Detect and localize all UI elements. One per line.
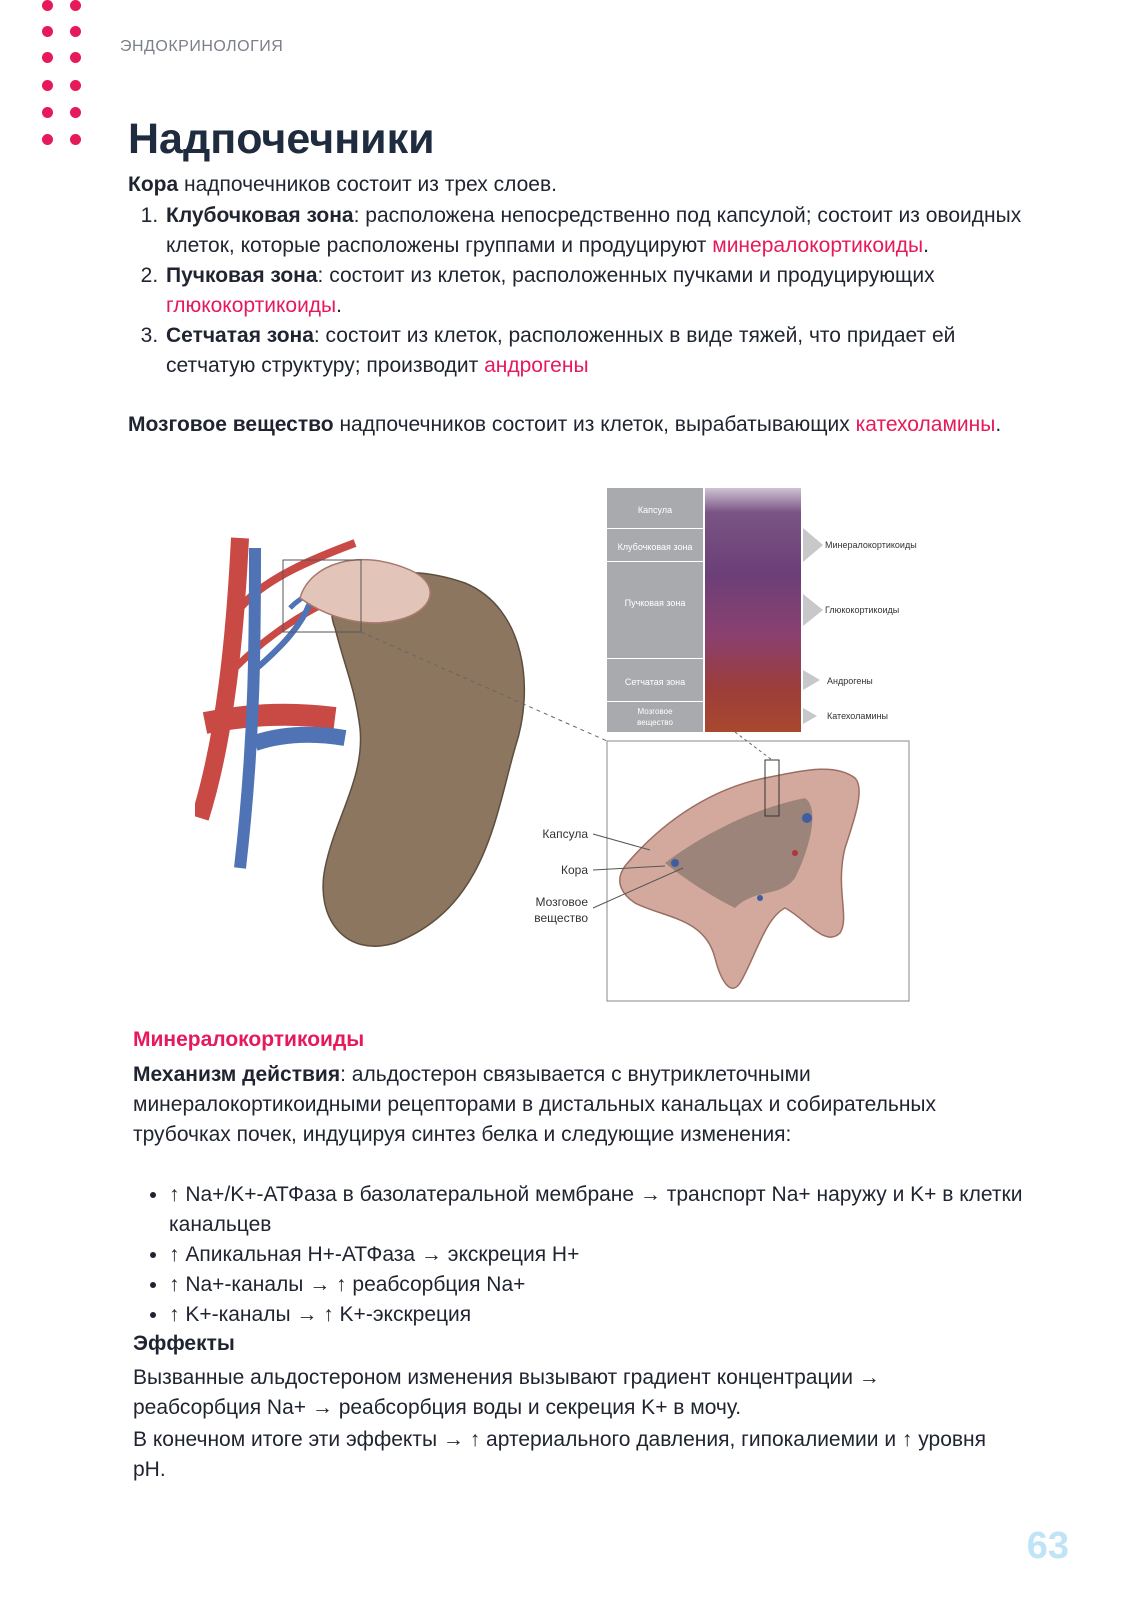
zone-name: Сетчатая зона <box>166 324 314 347</box>
intro-paragraph <box>128 170 1028 200</box>
hormone-highlight: минералокортикоиды <box>712 234 924 257</box>
adrenal-illustration <box>195 488 955 1008</box>
zone-label: Клубочковая зона <box>617 542 693 552</box>
zone-label: вещество <box>637 718 673 727</box>
zone-label: Капсула <box>637 505 673 515</box>
zone-end: . <box>336 294 342 317</box>
section-label: вещество <box>534 911 588 925</box>
medulla-text: надпочечников состоит из клеток, вырабатывающих <box>333 413 856 436</box>
list-item: • ↑ Апикальная H+-АТФаза → экскреция H+ <box>169 1240 1029 1270</box>
zone-end: . <box>923 234 929 257</box>
zone-label: Сетчатая зона <box>624 677 686 687</box>
hormone-highlight: андрогены <box>484 354 589 377</box>
section-label: Капсула <box>542 827 588 841</box>
page-title: Надпочечники <box>128 115 435 163</box>
hormone-arrows <box>803 528 823 724</box>
hormone-label: Катехоламины <box>827 711 888 721</box>
section-label: ЭНДОКРИНОЛОГИЯ <box>120 38 284 55</box>
list-item <box>164 201 1044 261</box>
medulla-paragraph <box>128 410 1028 440</box>
medulla-end: . <box>995 413 1002 436</box>
list-item: • ↑ Na+-каналы → ↑ реабсорбция Na+ <box>169 1270 1029 1300</box>
mechanism-text: : альдостерон связывается с внутриклеточными минералокортикоидными рецепторами в дистальных канальцах и собирательных трубочках почек, индуцируя синтез белка и следующие изменения: <box>133 1063 937 1146</box>
zone-name: Пучковая зона <box>166 264 318 287</box>
histology-image <box>705 488 801 732</box>
kidney <box>323 572 524 946</box>
zone-label: Мозговое <box>637 707 673 716</box>
list-item <box>164 261 1044 321</box>
list-item: • ↑ Na+/K+-АТФаза в базолатеральной мембране → транспорт Na+ наружу и K+ в клетки канальцев <box>169 1180 1029 1240</box>
changes-list <box>133 1180 1029 1330</box>
hormone-highlight: катехоламины <box>855 413 996 436</box>
cortex-zones-list <box>128 201 1044 381</box>
zone-label: Пучковая зона <box>624 598 686 608</box>
list-item <box>164 321 1044 381</box>
page-number: 63 <box>1026 1525 1069 1567</box>
decorative-dots <box>40 0 90 160</box>
hormone-highlight: глюкокортикоиды <box>166 294 337 317</box>
effects-heading: Эффекты <box>133 1332 235 1355</box>
list-item: • ↑ K+-каналы → ↑ K+-экскреция <box>169 1300 1029 1330</box>
intro-bold: Кора <box>128 173 179 196</box>
mineralocorticoids-heading: Минералокортикоиды <box>133 1028 365 1051</box>
section-label: Кора <box>560 863 588 877</box>
section-label: Мозговое <box>535 895 588 909</box>
intro-text: надпочечников состоит из трех слоев. <box>178 173 557 196</box>
effects-paragraph-1: Вызванные альдостероном изменения вызывают градиент концентрации → реабсорбция Na+ → реабсорбция воды и секреция K+ в мочу. <box>133 1366 880 1419</box>
mechanism-paragraph <box>133 1060 993 1150</box>
zone-text: : состоит из клеток, расположенных пучками и продуцирующих <box>317 264 935 287</box>
hormone-label: Глюкокортикоиды <box>825 605 900 615</box>
zone-text: : состоит из клеток, расположенных в виде тяжей, что придает ей сетчатую структуру; производит <box>166 324 956 377</box>
effects-paragraph-2: В конечном итоге эти эффекты → ↑ артериального давления, гипокалиемии и ↑ уровня pH. <box>133 1428 986 1481</box>
hormone-label: Андрогены <box>827 676 873 686</box>
medulla-bold: Мозговое вещество <box>128 413 334 436</box>
adrenal-figure <box>195 488 955 1008</box>
hormone-label: Минералокортикоиды <box>825 540 917 550</box>
zone-name: Клубочковая зона <box>166 204 354 227</box>
zones-column <box>607 488 703 732</box>
mechanism-bold: Механизм действия <box>133 1063 341 1086</box>
zone-text: : расположена непосредственно под капсулой; состоит из овоидных клеток, которые расположены группами и продуцируют <box>166 204 1022 257</box>
adrenal-gland <box>300 560 430 623</box>
